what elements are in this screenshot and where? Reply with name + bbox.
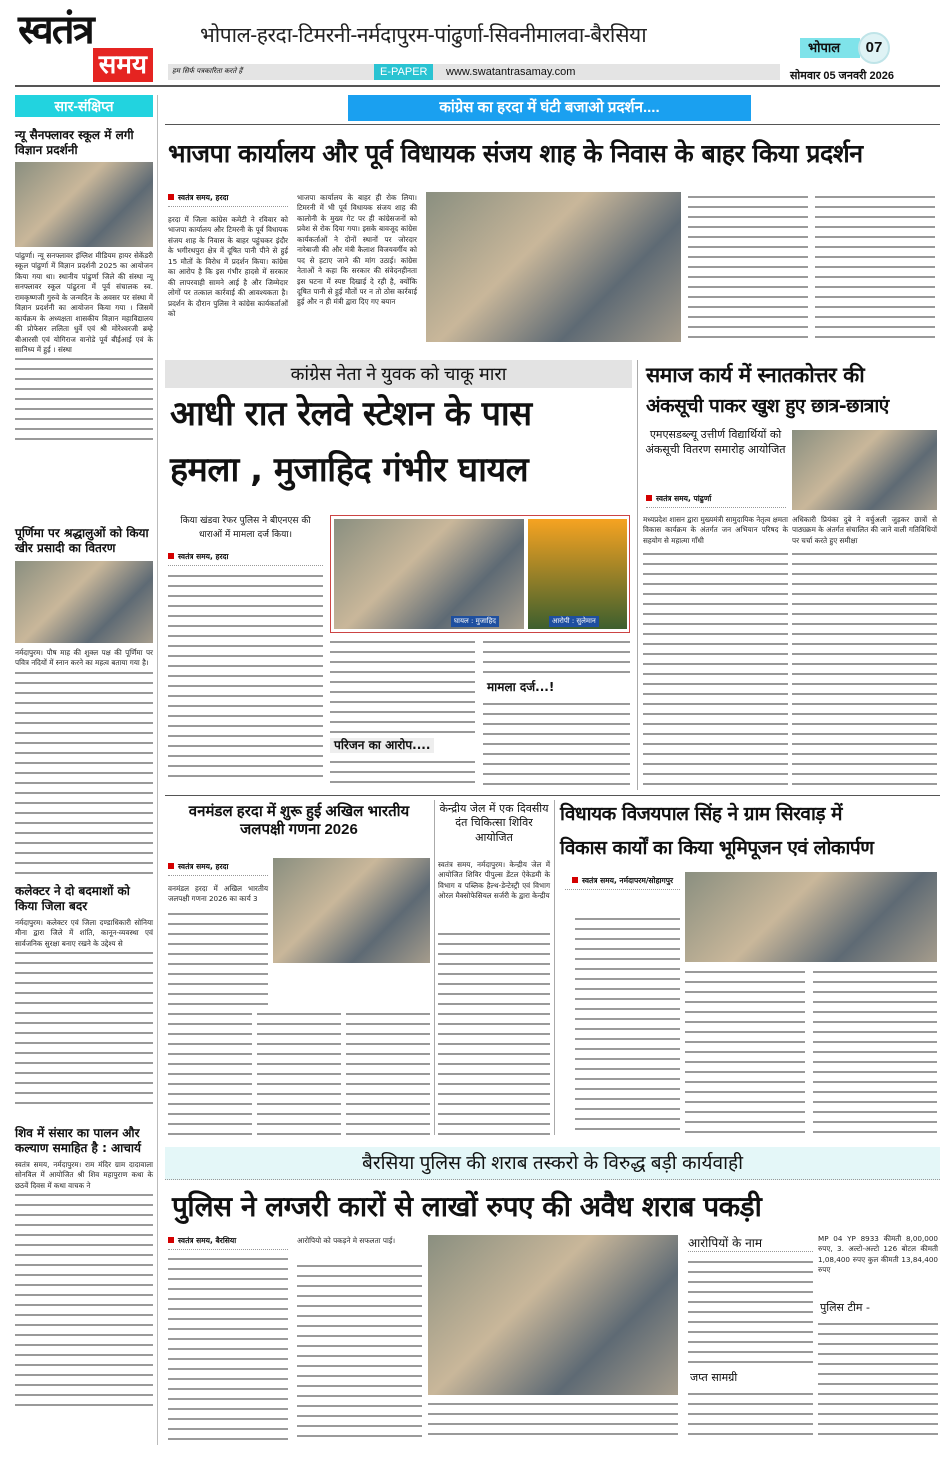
divider bbox=[165, 795, 940, 796]
birds-photo bbox=[273, 858, 430, 963]
story-text-lines bbox=[15, 949, 153, 1109]
subhead-case: मामला दर्ज...! bbox=[487, 680, 555, 694]
lead-col-2: भाजपा कार्यालय के बाहर ही रोक लिया। टिमरनी में भी पूर्व विधायक संजय शाह की कालोनी के मुख्य गेट पर ही कांग्रेसजनों को प्रवेश से रोक दिया गया। इसके बावजूद कांग्रेस कार्यकर्ताओं ने दोनों स्थानों पर जोरदार नारेबाजी की और मंत्री कैलाश विजयवर्गीय को पद से हटाए जाने की मांग उठाई। कांग्रेस नेताओं ने कहा कि सरकार की संवेदनहीनता इस घटना में स्पष्ट दिखाई दे रही है, क्योंकि दूषित पानी से हुई मौतों पर न तो ठोस कार्रवाई हुई और न ही मंत्री द्वारा दिए गए बयान bbox=[297, 193, 417, 307]
jail-text-lines bbox=[438, 930, 550, 1136]
story-text: नर्मदापुरम। पौष माह की शुक्ल पक्ष की पूर्णिमा पर पवित्र नदियों में स्नान करने का महत्व बताया गया है। bbox=[15, 648, 153, 668]
crime-col-1 bbox=[168, 572, 323, 784]
subhead-police-team: पुलिस टीम - bbox=[820, 1301, 870, 1314]
lead-col-1 bbox=[168, 193, 288, 319]
accused-photo bbox=[528, 519, 627, 629]
story-headline: न्यू सैनफ्लावर स्कूल में लगी विज्ञान प्रदर्शनी bbox=[15, 128, 134, 157]
byline: स्वतंत्र समय, हरदा bbox=[168, 862, 268, 876]
police-team-list bbox=[818, 1320, 938, 1440]
birds-text-lines bbox=[168, 910, 268, 1006]
byline: स्वतंत्र समय, हरदा bbox=[168, 552, 323, 566]
purnima-photo bbox=[15, 561, 153, 643]
marksheet-text-lines-2 bbox=[792, 550, 937, 785]
birds-columns bbox=[168, 1010, 430, 1136]
crime-col-3 bbox=[483, 638, 630, 678]
liquor-headline: पुलिस ने लग्जरी कारों से लाखों रुपए की अवैध शराब पकड़ी bbox=[172, 1190, 762, 1223]
jail-headline: केन्द्रीय जेल में एक दिवसीय दंत चिकित्सा शिविर आयोजित bbox=[439, 802, 549, 844]
tagline: हम सिर्फ पत्रकारिता करते हैं bbox=[172, 67, 243, 75]
byline: स्वतंत्र समय, हरदा bbox=[168, 193, 288, 207]
sidebar-title: सार-संक्षिप्त bbox=[15, 95, 153, 117]
story-text: हरदा में जिला कांग्रेस कमेटी ने रविवार को भाजपा कार्यालय और टिमरनी के पूर्व विधायक संजय शाह के निवास के बाहर पहुंचकर इंदौर के भगीरथपुरा क्षेत्र में दूषित पानी पीने से हुई 15 मौतों के विरोध में प्रदर्शन किया। कांग्रेस का आरोप है कि इस गंभीर हादसे में सरकार की लापरवाही सामने आई है और जिम्मेदार लोगों पर तत्काल कार्रवाई की आवश्यकता है। प्रदर्शन के दौरान पुलिस ने कांग्रेस कार्यकर्ताओं को bbox=[168, 215, 288, 318]
liquor-col-1 bbox=[168, 1255, 288, 1440]
story-text-lines bbox=[15, 1191, 153, 1411]
mla-col-3 bbox=[813, 968, 937, 1136]
marksheet-headline-2: अंकसूची पाकर खुश हुए छात्र-छात्राएं bbox=[646, 395, 889, 417]
lead-headline: भाजपा कार्यालय और पूर्व विधायक संजय शाह के निवास के बाहर किया प्रदर्शन bbox=[168, 139, 863, 168]
logo-top: स्वतंत्र bbox=[18, 6, 93, 53]
jail-text: स्वतंत्र समय, नर्मदापुरम। केन्द्रीय जेल में आयोजित शिविर पीपुल्स डेंटल ऐकेडमी के विभाग व पब्लिक हैल्थ-डेन्टेस्ट्री एवं विभाग ओरल मैक्सोफेसियल सर्जरी के द्वारा केन्द्रीय bbox=[438, 860, 550, 901]
issue-date: सोमवार 05 जनवरी 2026 bbox=[790, 70, 894, 82]
liquor-col-5: MP 04 YP 8933 कीमती 8,00,000 रुपए, 3. अल्टो-अल्टो 126 बोटल कीमती 1,08,400 रुपए कुल कीमती 13,84,400 रुपए bbox=[818, 1234, 938, 1275]
story-text: नर्मदापुरम। कलेक्टर एवं जिला दण्डाधिकारी सोनिया मीना द्वारा जिले में शांति, कानून-व्यवस्था एवं सार्वजनिक सुरक्षा बनाए रखने के उद्देश्य से bbox=[15, 918, 153, 948]
byline: स्वतंत्र समय, पांढुर्णा bbox=[646, 494, 786, 508]
marksheet-caption: अधिकारी प्रियंका दुबे ने वर्चुअली जुड़कर छात्रों से पाठ्यक्रम के अंतर्गत संचालित की जाने वाली गतिविधियों पर चर्चा करते हुए समीक्षा bbox=[792, 515, 937, 545]
logo bbox=[18, 6, 153, 80]
seized-list bbox=[688, 1390, 813, 1440]
masthead-strip bbox=[168, 64, 780, 80]
crime-kicker: कांग्रेस नेता ने युवक को चाकू मारा bbox=[165, 360, 632, 388]
subhead-seized: जप्त सामग्री bbox=[690, 1371, 738, 1384]
byline: स्वतंत्र समय, नर्मदापरम/सोहागपुर bbox=[565, 876, 680, 890]
story-headline: कलेक्टर ने दो बदमाशों को किया जिला बदर bbox=[15, 884, 130, 913]
story-text: स्वतंत्र समय, नर्मदापुरम। राम मंदिर ग्राम दादावाला सोनविल में आयोजित श्री शिव महापुराण कथा के छठवें दिवस में कथा वाचक ने bbox=[15, 1160, 153, 1190]
epaper-label: E-PAPER bbox=[374, 64, 433, 80]
crime-col-2 bbox=[330, 638, 475, 733]
crime-headline-1: आधी रात रेलवे स्टेशन के पास bbox=[170, 394, 532, 434]
marksheet-deck: एमएसडब्ल्यू उत्तीर्ण विद्यार्थियों को अंकसूची वितरण समारोह आयोजित bbox=[645, 428, 786, 456]
lead-col-5 bbox=[815, 193, 935, 345]
column-divider bbox=[434, 800, 435, 1135]
mla-headline-2: विकास कार्यों का किया भूमिपूजन एवं लोकार्पण bbox=[560, 837, 874, 859]
crime-col-3b bbox=[483, 700, 630, 786]
marksheet-text-lines bbox=[643, 550, 788, 785]
liquor-kicker: बैरसिया पुलिस की शराब तस्करो के विरुद्ध बड़ी कार्यवाही bbox=[165, 1147, 940, 1180]
sidebar-story-collector bbox=[15, 884, 153, 1109]
mla-headline-1: विधायक विजयपाल सिंह ने ग्राम सिरवाड़ में bbox=[560, 803, 843, 825]
crime-deck: किया खंडवा रेफर पुलिस ने बीएनएस की धाराओं में मामला दर्ज किया। bbox=[180, 516, 311, 540]
edition-cities: भोपाल-हरदा-टिमरनी-नर्मदापुरम-पांढुर्णा-सिवनीमालवा-बैरसिया bbox=[200, 24, 647, 47]
column-divider bbox=[554, 800, 555, 1135]
website-link[interactable]: www.swatantrasamay.com bbox=[446, 66, 576, 78]
birds-headline: वनमंडल हरदा में शुरू हुई अखिल भारतीय जलपक्षी गणना 2026 bbox=[188, 803, 410, 838]
crime-col-2b bbox=[330, 758, 475, 786]
mla-col-1 bbox=[575, 915, 680, 1135]
lead-col-4 bbox=[688, 193, 808, 345]
protest-photo bbox=[426, 192, 681, 342]
subhead-family: परिजन का आरोप.... bbox=[330, 738, 434, 753]
marksheet-headline-1: समाज कार्य में स्नातकोत्तर की bbox=[646, 363, 865, 387]
crime-headline-2: हमला , मुजाहिद गंभीर घायल bbox=[170, 450, 529, 490]
masthead-divider bbox=[15, 85, 940, 87]
sidebar-story-purnima bbox=[15, 526, 153, 879]
accused-list bbox=[688, 1258, 813, 1365]
mla-col-2 bbox=[685, 968, 805, 1136]
liquor-col-2: आरोपियो को पकड़ने मे सफलता पाई। bbox=[297, 1236, 396, 1245]
birds-text: वनमंडल हरदा में अखिल भारतीय जलपक्षी गणना 2026 का कार्य 3 bbox=[168, 884, 268, 904]
marksheet-text: मध्यप्रदेश शासन द्वारा मुख्यमंत्री सामुदायिक नेतृत्व क्षमता विकास कार्यक्रम के अंतर्गत जन अभियान परिषद के सहयोग से महात्मा गाँधी bbox=[643, 515, 788, 545]
story-headline: पूर्णिमा पर श्रद्धालुओं को किया खीर प्रसादी का वितरण bbox=[15, 526, 149, 555]
marksheet-photo bbox=[792, 430, 937, 510]
seized-cars-photo bbox=[428, 1235, 678, 1395]
story-text-lines bbox=[15, 355, 153, 445]
subhead-accused: आरोपियों के नाम bbox=[688, 1234, 813, 1252]
victim-caption: घायल : मुजाहिद bbox=[451, 616, 499, 627]
logo-bottom: समय bbox=[93, 48, 153, 82]
school-photo bbox=[15, 162, 153, 247]
divider bbox=[165, 124, 940, 125]
accused-caption: आरोपी : सुलेमान bbox=[549, 616, 599, 627]
sidebar-story-shiv bbox=[15, 1126, 153, 1411]
edition-name: भोपाल bbox=[800, 38, 860, 58]
column-divider bbox=[157, 95, 158, 1445]
victim-photo bbox=[334, 519, 524, 629]
story-headline: शिव में संसार का पालन और कल्याण समाहित है : आचार्य bbox=[15, 1126, 141, 1155]
page-number: 07 bbox=[858, 32, 890, 64]
top-banner: कांग्रेस का हरदा में घंटी बजाओ प्रदर्शन.... bbox=[348, 95, 751, 121]
story-text: पांढुर्णा। न्यू सनफ्लावर इंग्लिश मीडियम हायर सेकेंडरी स्कूल पांढुर्णा में विज्ञान प्रदर्शनी 2025 का आयोजन किया गया था। स्थानीय पांढुर्णा जिले की संस्था न्यू सनफ्लावर स्कूल पांढुरना में पूर्व संचालक स्व. रामकृष्णजी गुरुवे के जन्मदिन के अवसर पर संस्था में विज्ञान प्रदर्शनी का आयोजन किया गया । जिसमें कार्यक्रम के अध्यक्षता शासकीय विज्ञान महाविद्यालय की प्रोफेसर ललिता धुर्वे एवं श्री मोरेश्वरजी ब्रम्हे बीआरसी एवं योगिराज वानोडे पूर्व बीईआई एवं के सानिध्य में हुई । संस्था bbox=[15, 251, 153, 354]
story-text-lines bbox=[15, 669, 153, 879]
byline: स्वतंत्र समय, बैरसिया bbox=[168, 1236, 288, 1250]
photo-caption-lines bbox=[428, 1400, 678, 1440]
liquor-col-2-lines bbox=[297, 1262, 422, 1440]
mla-photo bbox=[685, 872, 937, 962]
column-divider bbox=[637, 360, 638, 790]
sidebar-story-school bbox=[15, 128, 153, 445]
crime-photos bbox=[330, 515, 630, 633]
